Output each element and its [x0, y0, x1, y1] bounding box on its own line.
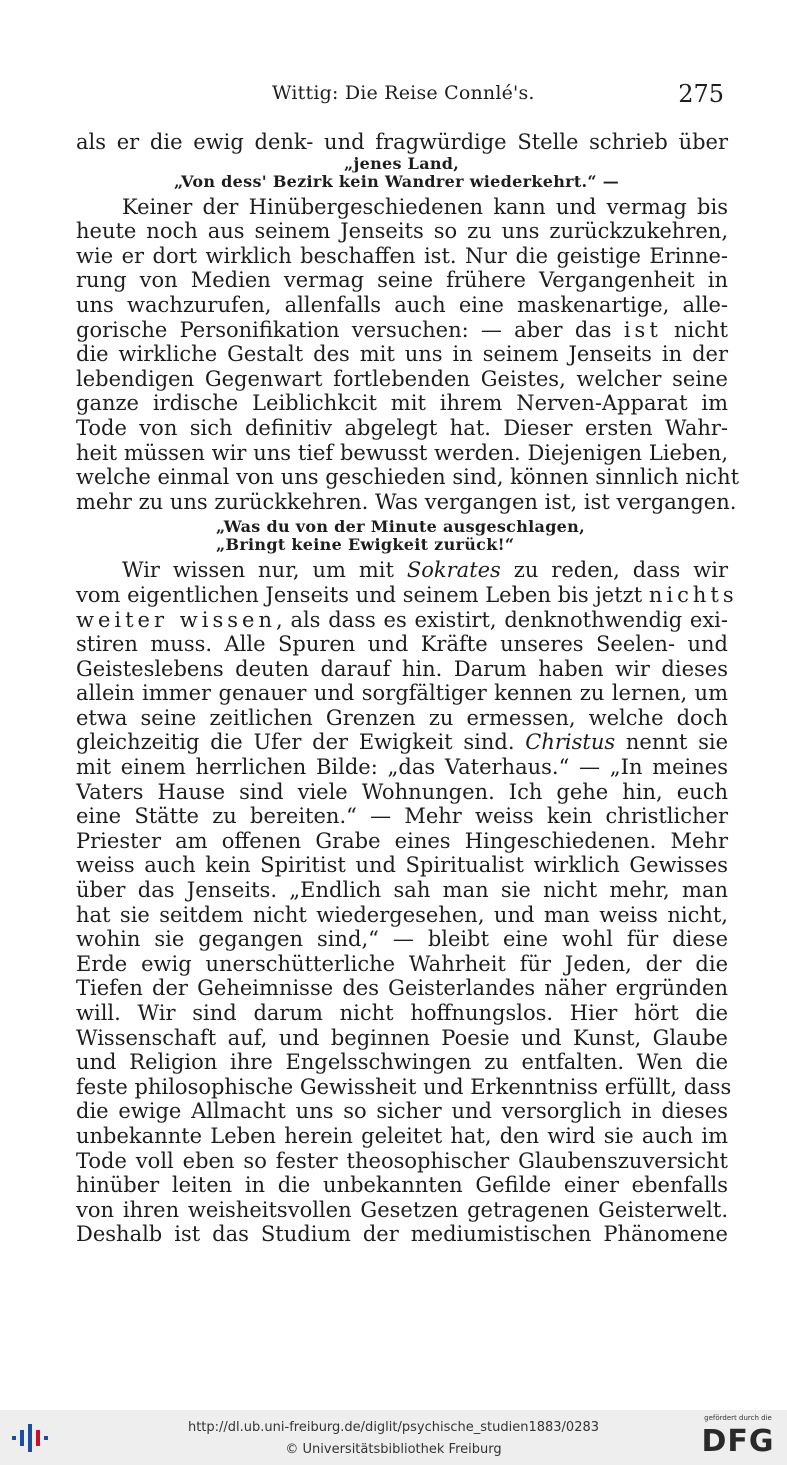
text-line: eine Stätte zu bereiten.“ — Mehr weiss kein christlicher: [76, 804, 728, 829]
text-line: uns wachzurufen, allenfalls auch eine maskenartige, alle-: [76, 292, 728, 317]
text-line: rung von Medien vermag seine frühere Vergangenheit in: [76, 268, 728, 293]
emphasis-spaced: weiter wissen: [76, 607, 276, 632]
text-line: mehr zu uns zurückkehren. Was vergangen ist, ist vergangen.: [76, 489, 737, 514]
text-line: die wirkliche Gestalt des mit uns in seinem Jenseits in der: [76, 342, 728, 367]
verse-line: „Von dess' Bezirk kein Wandrer wiederkehrt.“ —: [174, 171, 620, 191]
text-run: Wir wissen nur, um mit: [122, 558, 407, 583]
text-line: [76, 558, 728, 583]
text-line: Wissenschaft auf, und beginnen Poesie und Kunst, Glaube: [76, 1025, 728, 1050]
text-line: hat sie seitdem nicht wiedergesehen, und man weiss nicht,: [76, 902, 728, 927]
text-line: Priester am offenen Grabe eines Hingeschiedenen. Mehr: [76, 828, 728, 853]
text-run: zu reden, dass wir: [500, 558, 729, 583]
emphasis-italic: Christus: [525, 730, 616, 755]
text-line: etwa seine zeitlichen Grenzen zu ermessen, welche doch: [76, 705, 728, 730]
running-head: [76, 80, 726, 110]
text-run: gorische Personifikation versuchen: — aber das: [76, 317, 624, 342]
text-line: Deshalb ist das Studium der mediumistischen Phänomene: [76, 1222, 728, 1247]
text-line: heute noch aus seinem Jenseits so zu uns zurückzukehren,: [76, 219, 728, 244]
text-line: als er die ewig denk- und fragwürdige Stelle schrieb über: [76, 130, 728, 154]
text-run: nicht: [661, 317, 728, 342]
dfg-logo: [697, 1414, 779, 1462]
text-run: gleichzeitig die Ufer der Ewigkeit sind.: [76, 730, 526, 755]
text-line: und Religion ihre Engelsschwingen zu entfalten. Wen die: [76, 1050, 728, 1075]
text-line: über das Jenseits. „Endlich sah man sie nicht mehr, man: [76, 878, 728, 903]
dfg-wordmark: DFG: [701, 1424, 775, 1459]
text-line: heit müssen wir uns tief bewusst werden. Diejenigen Lieben,: [76, 440, 728, 465]
verse-line: „Bringt keine Ewigkeit zurück!“: [216, 535, 515, 555]
text-line: weiss auch kein Spiritist und Spiritualist wirklich Gewisses: [76, 853, 728, 878]
text-line: allein immer genauer und sorgfältiger kennen zu lernen, um: [76, 681, 728, 706]
text-line: lebendigen Gegenwart fortlebenden Geistes, welcher seine: [76, 366, 728, 391]
page-number: 275: [678, 80, 724, 108]
text-line: die ewige Allmacht uns so sicher und versorglich in dieses: [76, 1099, 728, 1124]
text-line: stiren muss. Alle Spuren und Kräfte unseres Seelen- und: [76, 632, 728, 657]
running-title: Wittig: Die Reise Connlé's.: [272, 82, 535, 104]
emphasis-spaced: nichts: [648, 582, 738, 607]
permalink-url[interactable]: http://dl.ub.uni-freiburg.de/diglit/psychische_studien1883/0283: [187, 1420, 600, 1435]
text-run: , als dass es existirt, denknothwendig exi-: [276, 607, 728, 632]
text-line: hinüber leiten in die unbekannten Gefilde einer ebenfalls: [76, 1173, 728, 1198]
text-line: Tiefen der Geheimnisse des Geisterlandes näher ergründen: [76, 976, 728, 1001]
body-text: [76, 130, 740, 1247]
text-line: welche einmal von uns geschieden sind, können sinnlich nicht: [76, 465, 740, 490]
text-run: vom eigentlichen Jenseits und seinem Leben bis jetzt: [76, 582, 649, 607]
verse-line: „jenes Land,: [344, 153, 460, 173]
text-line: Vaters Hause sind viele Wohnungen. Ich gehe hin, euch: [76, 779, 728, 804]
copyright-notice: © Universitätsbibliothek Freiburg: [285, 1442, 502, 1457]
text-line: [76, 730, 728, 755]
text-line: ganze irdische Leiblichkcit mit ihrem Nerven-Apparat im: [76, 391, 728, 416]
emphasis-spaced: ist: [623, 317, 662, 342]
verse-line: „Was du von der Minute ausgeschlagen,: [216, 517, 585, 537]
dfg-caption: gefördert durch die: [704, 1414, 772, 1422]
text-line: mit einem herrlichen Bilde: „das Vaterhaus.“ — „In meines: [76, 755, 728, 780]
text-line: Keiner der Hinübergeschiedenen kann und vermag bis: [122, 194, 728, 219]
emphasis-italic: Sokrates: [406, 558, 501, 583]
viewer-footer: [0, 1410, 787, 1465]
text-line: wie er dort wirklich beschaffen ist. Nur die geistige Erinne-: [76, 243, 728, 268]
text-line: [76, 318, 728, 343]
text-line: Geisteslebens deuten darauf hin. Darum haben wir dieses: [76, 656, 728, 681]
text-line: von ihren weisheitsvollen Gesetzen getragenen Geisterwelt.: [76, 1197, 728, 1222]
text-line: Tode von sich definitiv abgelegt hat. Dieser ersten Wahr-: [76, 415, 728, 440]
text-line: Tode voll eben so fester theosophischer Glaubenszuversicht: [76, 1148, 728, 1173]
text-line: [76, 608, 728, 633]
text-run: nennt sie: [615, 730, 728, 755]
text-line: Erde ewig unerschütterliche Wahrheit für Jeden, der die: [76, 951, 728, 976]
text-line: unbekannte Leben herein geleitet hat, den wird sie auch im: [76, 1123, 728, 1148]
text-line: [76, 582, 738, 608]
text-line: will. Wir sind darum nicht hoffnungslos. Hier hört die: [76, 1001, 728, 1025]
text-line: wohin sie gegangen sind,“ — bleibt eine wohl für diese: [76, 927, 728, 952]
text-line: feste philosophische Gewissheit und Erkenntniss erfüllt, dass: [76, 1074, 732, 1099]
